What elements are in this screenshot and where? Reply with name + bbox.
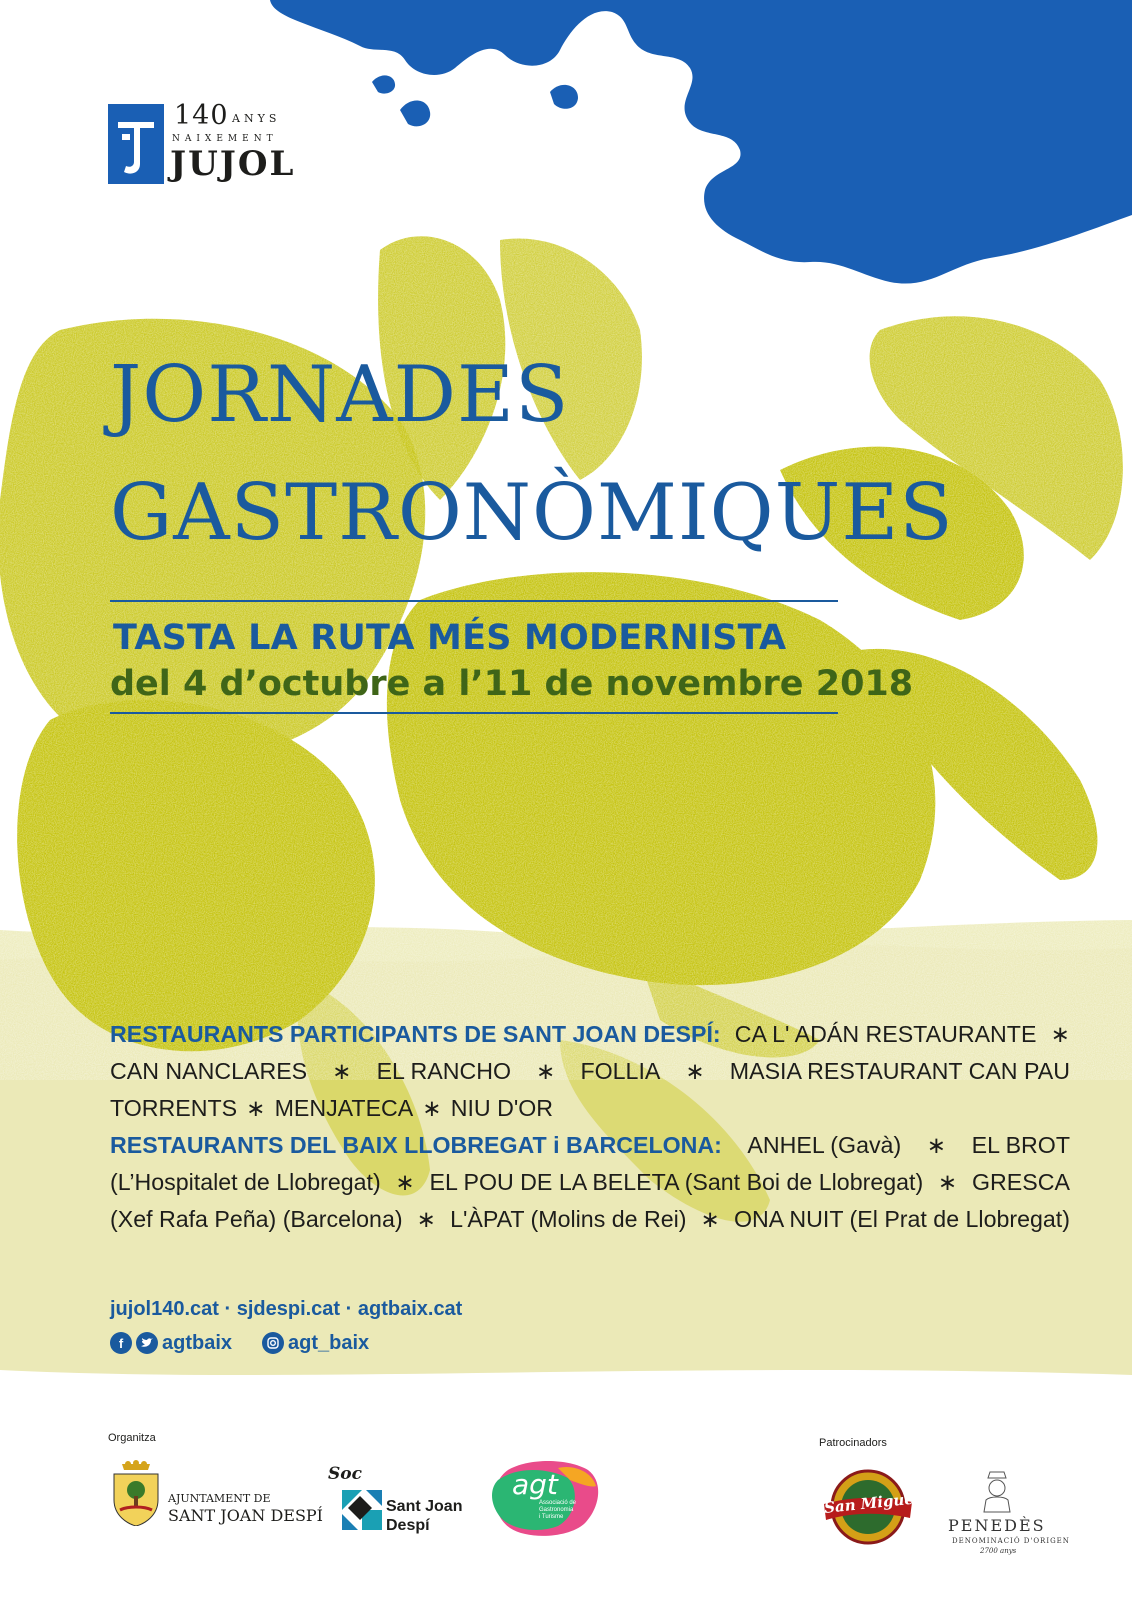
baix-heading: RESTAURANTS DEL BAIX LLOBREGAT i BARCELONA: [110, 1132, 722, 1158]
separator: ∗ [416, 1206, 437, 1232]
separator: ∗ [937, 1169, 958, 1195]
jujol-logo-mark [108, 104, 164, 184]
restaurant-list [110, 1016, 1070, 1238]
agt-subtitle [539, 1500, 576, 1521]
penedes-years: 2700 anys [980, 1547, 1017, 1555]
penedes-emblem-icon [980, 1470, 1014, 1514]
jujol-monogram-icon [108, 104, 164, 184]
restaurant-item: FOLLIA [580, 1058, 661, 1084]
patrocinadors-label: Patrocinadors [819, 1437, 887, 1449]
ajuntament-name: SANT JOAN DESPÍ [168, 1506, 323, 1525]
restaurant-item: EL POU DE LA BELETA (Sant Boi de Llobregat) [429, 1169, 924, 1195]
restaurant-item: L'ÀPAT (Molins de Rei) [450, 1206, 687, 1232]
separator: ∗ [332, 1058, 352, 1084]
sjd-text-2: Despí [386, 1517, 430, 1534]
title-line-1: JORNADES [110, 350, 570, 440]
divider-top [110, 600, 838, 602]
separator: ∗ [422, 1095, 442, 1121]
restaurant-item: (L’Hospitalet de Llobregat) [110, 1169, 381, 1195]
logo-anys: ANYS [232, 112, 281, 125]
twitter-icon[interactable] [136, 1332, 158, 1354]
sjd-text-1: Sant Joan [386, 1498, 463, 1515]
san-miguel-text: San Miguel [823, 1489, 921, 1517]
separator: ∗ [926, 1132, 947, 1158]
agt-sub-line: Associació de [539, 1500, 577, 1506]
penedes-subtext: DENOMINACIÓ D'ORIGEN [952, 1537, 1070, 1545]
restaurant-item: NIU D'OR [450, 1095, 554, 1121]
separator: ∗ [536, 1058, 556, 1084]
agt-sub-line: i Turisme [539, 1514, 564, 1520]
agt-logo-text: agt [512, 1468, 558, 1501]
logo-name: JUJOL [170, 144, 296, 184]
subtitle-tagline: TASTA LA RUTA MÉS MODERNISTA [113, 618, 787, 658]
subtitle-dates: del 4 d’octubre a l’11 de novembre 2018 [110, 664, 914, 704]
restaurant-item: EL BROT [971, 1132, 1070, 1158]
instagram-camera-icon [267, 1337, 279, 1349]
restaurant-item: CAN NANCLARES [110, 1058, 308, 1084]
restaurant-item: ANHEL (Gavà) [747, 1132, 902, 1158]
sjd-logo-icon [338, 1486, 384, 1532]
restaurant-item: TORRENTS [110, 1095, 238, 1121]
restaurant-item: MENJATECA [274, 1095, 414, 1121]
list-line [110, 1164, 1070, 1201]
restaurant-item: EL RANCHO [376, 1058, 512, 1084]
list-line [110, 1090, 1070, 1127]
separator: ∗ [1050, 1021, 1070, 1047]
list-line [110, 1127, 1070, 1164]
facebook-icon[interactable]: f [110, 1332, 132, 1354]
social-handle-agt-baix[interactable]: agt_baix [288, 1331, 370, 1354]
separator: ∗ [685, 1058, 705, 1084]
agt-sub-line: Gastronomia [539, 1507, 574, 1513]
separator: ∗ [700, 1206, 720, 1232]
restaurant-item: ONA NUIT (El Prat de Llobregat) [734, 1206, 1070, 1232]
divider-bottom [110, 712, 838, 714]
sjd-heading: RESTAURANTS PARTICIPANTS DE SANT JOAN DESPÍ: [110, 1021, 721, 1047]
soc-text: Soc [328, 1464, 362, 1484]
social-handle-agtbaix[interactable]: agtbaix [162, 1331, 233, 1354]
restaurant-item: MASIA RESTAURANT CAN PAU [729, 1058, 1070, 1084]
restaurant-item: GRESCA [972, 1169, 1070, 1195]
title-line-2: GASTRONÒMIQUES [110, 468, 954, 558]
list-line [110, 1201, 1070, 1238]
penedes-text: PENEDÈS [948, 1516, 1046, 1535]
organitza-label: Organitza [108, 1432, 156, 1444]
separator: ∗ [246, 1095, 266, 1121]
restaurant-item: (Xef Rafa Peña) (Barcelona) [110, 1206, 403, 1232]
list-line [110, 1053, 1070, 1090]
ajuntament-small-text: AJUNTAMENT DE [168, 1492, 271, 1505]
ajuntament-shield-icon [108, 1460, 164, 1526]
separator: ∗ [395, 1169, 415, 1195]
logo-number: 140 [174, 100, 229, 131]
jujol-logo-text [170, 100, 310, 186]
twitter-bird-icon [141, 1338, 153, 1348]
social-links [110, 1330, 369, 1356]
website-links[interactable]: jujol140.cat · sjdespi.cat · agtbaix.cat [110, 1298, 463, 1320]
list-line [110, 1016, 1070, 1053]
restaurant-item: CA L' ADÁN RESTAURANTE [734, 1021, 1037, 1047]
instagram-icon[interactable] [262, 1332, 284, 1354]
logo-naixement: NAIXEMENT [172, 134, 278, 144]
